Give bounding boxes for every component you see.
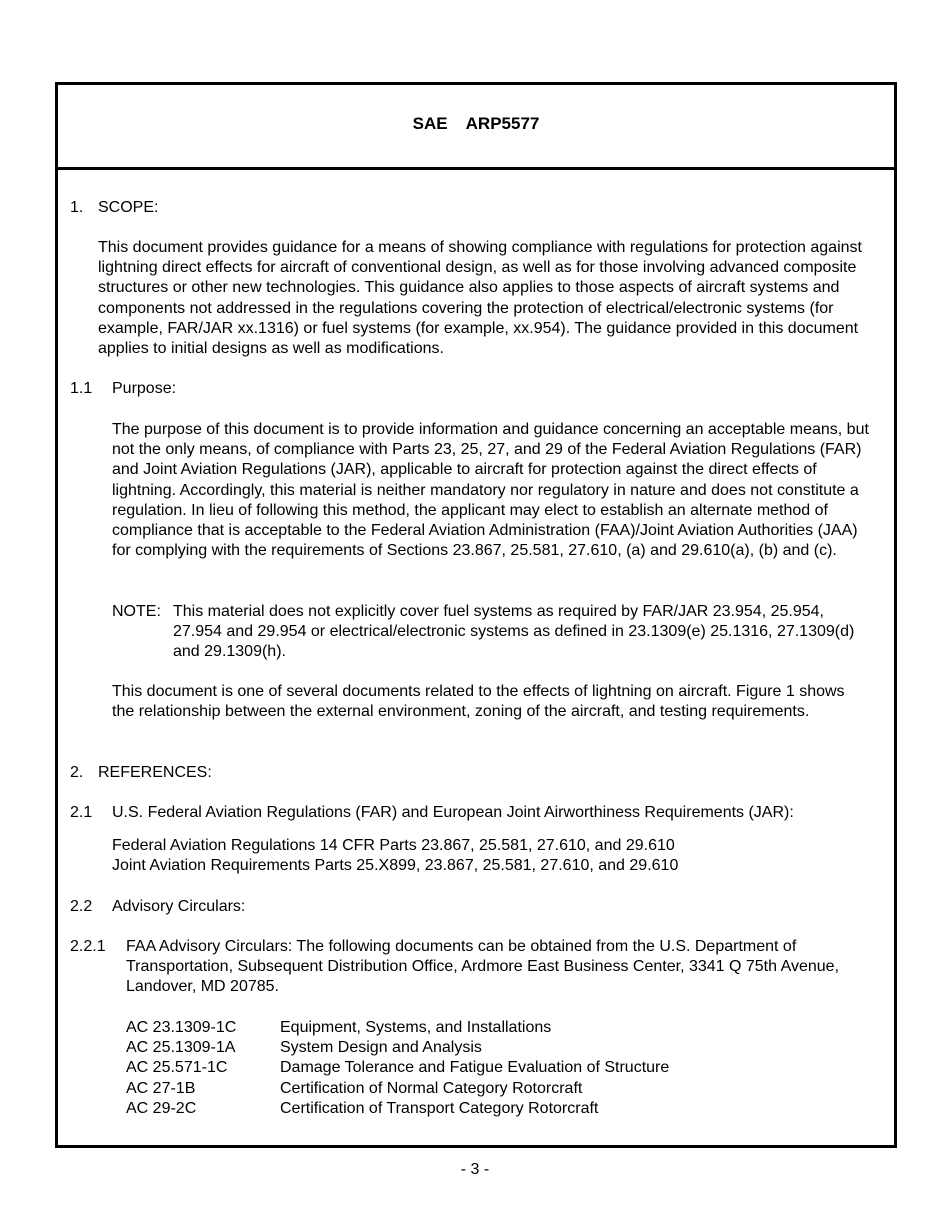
list-item <box>126 1058 669 1078</box>
scope-paragraph: This document provides guidance for a means of showing compliance with regulations for protection against lightning direct effects for aircraft of conventional design, as well as for those involving advanced composite structures or other new technologies. This guidance also applies to those aspects of aircraft systems and components not addressed in the regulations covering the protection of electrical/electronic systems (for example, FAR/JAR xx.1316) or fuel systems (for example, xx.954). The guidance provided in this document applies to initial designs as well as modifications. <box>98 239 862 358</box>
page-number: - 3 - <box>460 1161 490 1178</box>
advisory-circular-list <box>126 1018 669 1119</box>
section-title: U.S. Federal Aviation Regulations (FAR) and European Joint Airworthiness Requirements (JAR): <box>112 804 794 821</box>
section-number: 2.2.1 <box>70 938 106 955</box>
ac-title: Certification of Normal Category Rotorcraft <box>280 1079 583 1097</box>
section-number: 1.1 <box>70 380 93 397</box>
list-item <box>126 1038 669 1058</box>
section-title: Advisory Circulars: <box>112 898 246 915</box>
note-paragraph: This material does not explicitly cover fuel systems as required by FAR/JAR 23.954, 25.954, 27.954 and 29.954 or electrical/electronic systems as defined in 23.1309(e) 25.1316, 27.1309(d) and 29.1309(h). <box>173 603 855 661</box>
section-heading-purpose <box>70 379 176 399</box>
ac-code: AC 23.1309-1C <box>126 1019 237 1036</box>
section-heading-references <box>70 763 212 783</box>
section-heading-scope <box>70 198 158 218</box>
ac-code: AC 29-2C <box>126 1099 197 1117</box>
note-label: NOTE: <box>112 603 161 620</box>
faa-ac-paragraph: FAA Advisory Circulars: The following documents can be obtained from the U.S. Department of Transportation, Subsequent Distribution Office, Ardmore East Business Center, 3341 Q 75th Avenue, Landover, MD 20785. <box>126 938 840 996</box>
list-item <box>126 1099 669 1119</box>
list-item <box>126 1018 669 1038</box>
purpose-paragraph-2: This document is one of several documents related to the effects of lightning on aircraft. Figure 1 shows the relationship between the external environment, zoning of the aircraft, and testing requirements. <box>112 683 845 721</box>
far-reference-line: Federal Aviation Regulations 14 CFR Parts 23.867, 25.581, 27.610, and 29.610 <box>112 837 675 854</box>
document-title: SAE ARP5577 <box>412 114 540 133</box>
ac-title: System Design and Analysis <box>280 1039 482 1057</box>
section-heading-advisory-circulars <box>70 897 245 917</box>
ac-code: AC 25.1309-1A <box>126 1039 236 1057</box>
section-title: SCOPE: <box>98 199 159 216</box>
ac-title: Certification of Transport Category Rotorcraft <box>280 1099 599 1117</box>
ac-title: Damage Tolerance and Fatigue Evaluation of Structure <box>280 1059 670 1077</box>
section-number: 2.2 <box>70 898 93 915</box>
section-title: REFERENCES: <box>98 764 212 781</box>
section-heading-far-jar <box>70 803 794 823</box>
section-number-faa-ac <box>70 937 106 957</box>
purpose-paragraph: The purpose of this document is to provide information and guidance concerning an acceptable means, but not the only means, of compliance with Parts 23, 25, 27, and 29 of the Federal Aviation Regulations (FAR) and Joint Aviation Regulations (JAR), applicable to aircraft for protection against the direct effects of lightning. Accordingly, this material is neither mandatory nor regulatory in nature and does not constitute a regulation. In lieu of following this method, the applicant may elect to establish an alternate method of compliance that is acceptable to the Federal Aviation Administration (FAA)/Joint Aviation Authorities (JAA) for complying with the requirements of Sections 23.867, 25.581, 27.610, (a) and 29.610(a), (b) and (c). <box>112 421 869 560</box>
ac-title: Equipment, Systems, and Installations <box>280 1019 552 1036</box>
ac-code: AC 27-1B <box>126 1079 196 1097</box>
section-number: 2.1 <box>70 804 93 821</box>
jar-reference-line: Joint Aviation Requirements Parts 25.X899, 23.867, 25.581, 27.610, and 29.610 <box>112 857 679 874</box>
page-frame <box>55 82 897 1148</box>
page-header <box>58 85 894 170</box>
section-number: 2. <box>70 764 84 781</box>
list-item <box>126 1079 669 1099</box>
ac-code: AC 25.571-1C <box>126 1059 228 1077</box>
section-title: Purpose: <box>112 380 177 397</box>
section-number: 1. <box>70 199 84 216</box>
